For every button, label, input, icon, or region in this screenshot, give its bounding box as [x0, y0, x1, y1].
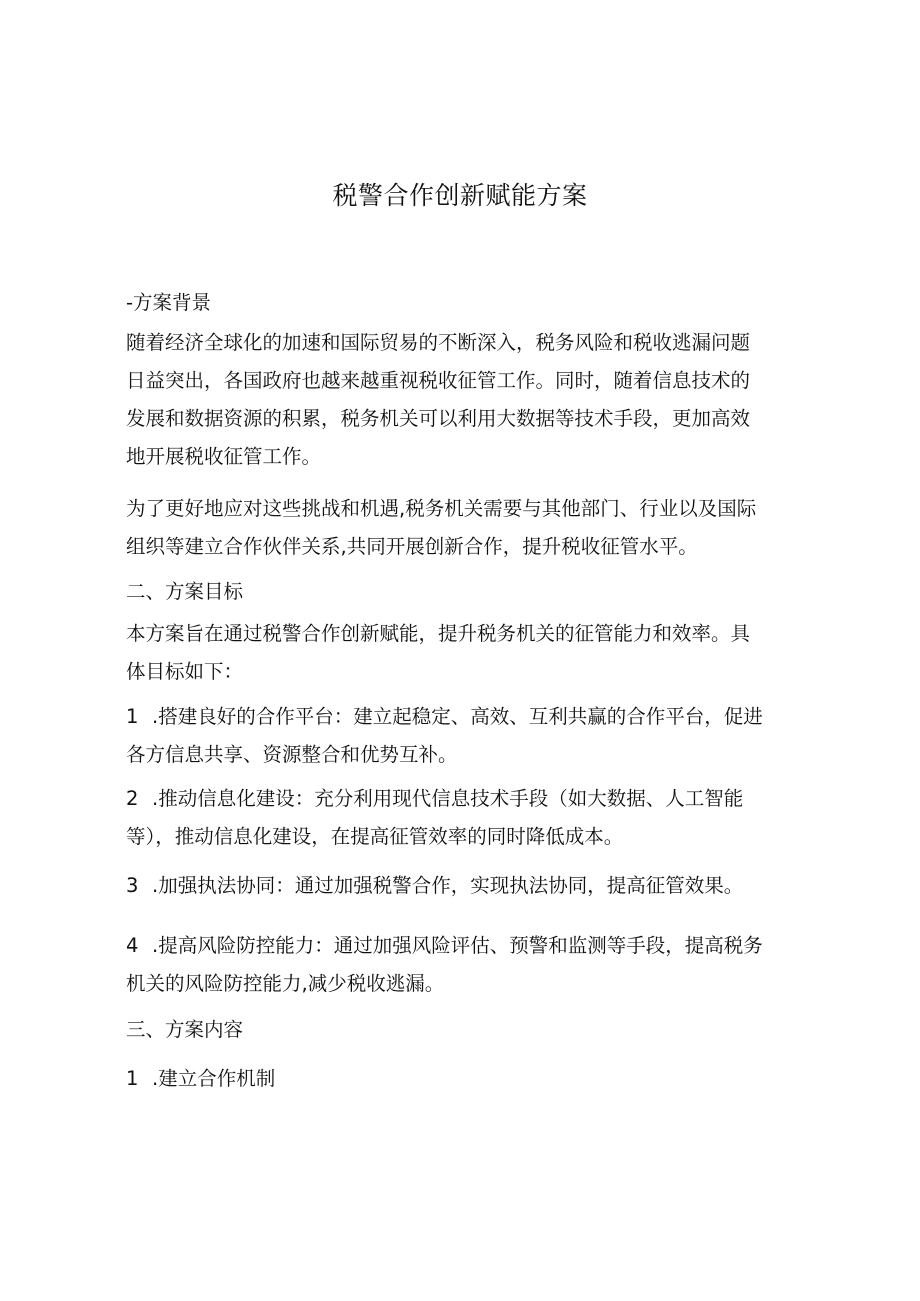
paragraph-line: 本方案旨在通过税警合作创新赋能，提升税务机关的征管能力和效率。具	[126, 622, 751, 645]
list-item-text: .提高风险防控能力：通过加强风险评估、预警和监测等手段，提高税务	[152, 934, 763, 957]
list-item-line	[126, 1060, 798, 1098]
list-item-line	[126, 927, 798, 965]
section-heading-background	[126, 284, 798, 322]
list-item-line: 等），推动信息化建设，在提高征管效率的同时降低成本。	[126, 825, 624, 848]
list-item-text: .推动信息化建设：充分利用现代信息技术手段（如大数据、人工智能	[152, 787, 744, 810]
goal-item-4	[126, 927, 798, 1003]
section-heading-goals	[126, 573, 798, 611]
paragraph-line: 为了更好地应对这些挑战和机遇,税务机关需要与其他部门、行业以及国际	[126, 497, 757, 520]
list-item-number: 1	[126, 1067, 139, 1090]
list-item-line	[126, 780, 798, 818]
paragraph-background-1	[126, 324, 798, 476]
goal-item-2	[126, 780, 798, 856]
list-item-number: 1	[126, 705, 139, 728]
paragraph-line: 体目标如下：	[126, 660, 244, 683]
list-item-text: .加强执法协同：通过加强税警合作，实现执法协同，提高征管效果。	[152, 874, 744, 897]
list-item-number: 2	[126, 787, 139, 810]
paragraph-line: 组织等建立合作伙伴关系,共同开展创新合作，提升税收征管水平。	[126, 535, 698, 558]
paragraph-line: 随着经济全球化的加速和国际贸易的不断深入，税务风险和税收逃漏问题	[126, 331, 751, 354]
section-heading: 二、方案目标	[126, 580, 244, 603]
list-item-line: 各方信息共享、资源整合和优势互补。	[126, 743, 458, 766]
list-item-number: 3	[126, 874, 139, 897]
paragraph-line: 日益突出，各国政府也越来越重视税收征管工作。同时，随着信息技术的	[126, 369, 751, 392]
goal-item-3	[126, 867, 798, 905]
section-heading: -方案背景	[126, 291, 212, 314]
section-heading-content	[126, 1011, 798, 1049]
goal-item-1	[126, 698, 798, 774]
paragraph-line: 地开展税收征管工作。	[126, 445, 322, 468]
list-item-text: .搭建良好的合作平台：建立起稳定、高效、互利共赢的合作平台，促进	[152, 705, 763, 728]
content-item-1	[126, 1060, 798, 1098]
document-title: 税警合作创新赋能方案	[332, 181, 588, 210]
paragraph-line: 发展和数据资源的积累，税务机关可以利用大数据等技术手段，更加高效	[126, 407, 751, 430]
list-item-line	[126, 867, 798, 905]
list-item-line	[126, 698, 798, 736]
section-heading: 三、方案内容	[126, 1018, 244, 1041]
paragraph-goals-intro	[126, 615, 798, 691]
list-item-number: 4	[126, 934, 139, 957]
paragraph-background-2	[126, 490, 798, 566]
list-item-text: .建立合作机制	[152, 1067, 276, 1090]
list-item-line: 机关的风险防控能力,减少税收逃漏。	[126, 972, 445, 995]
